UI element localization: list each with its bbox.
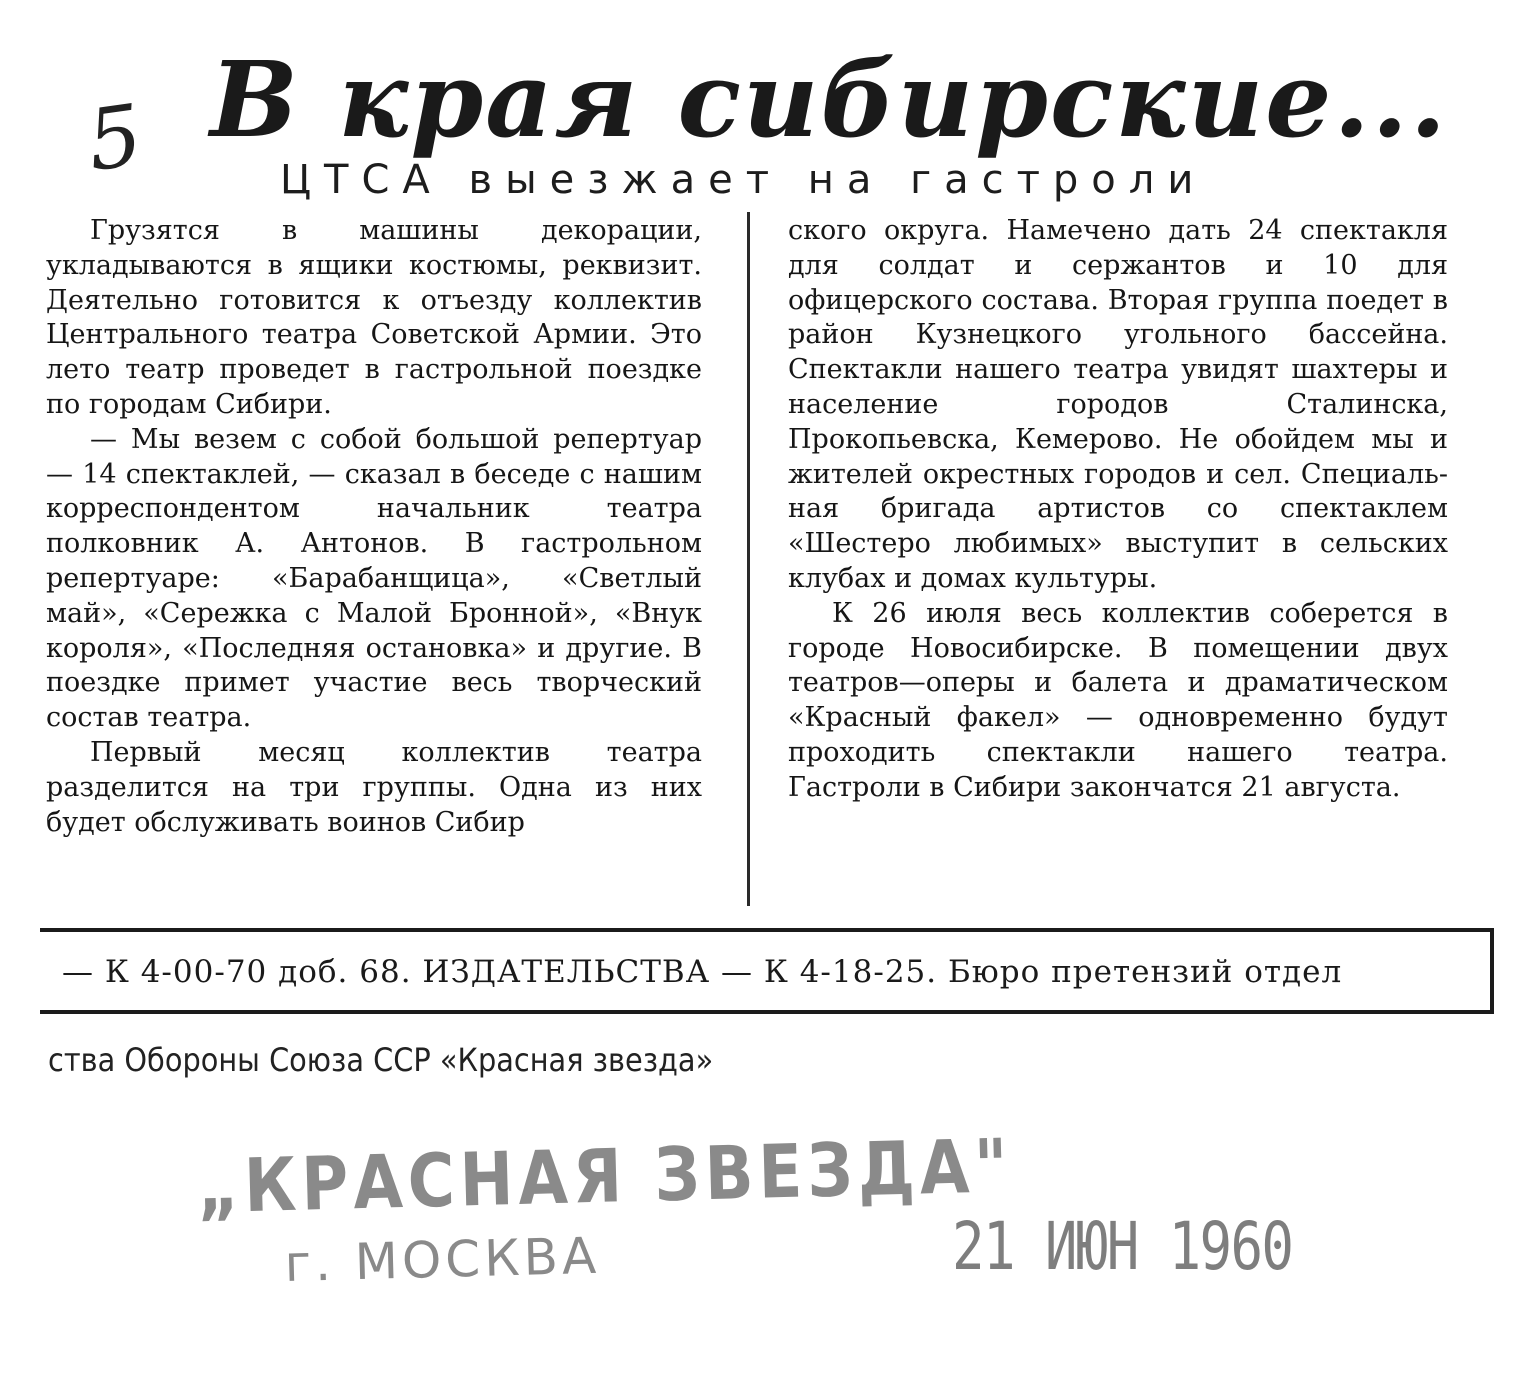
publisher-imprint: ства Обороны Союза ССР «Красная звезда» — [48, 1041, 714, 1079]
article-subheadline: ЦТСА выезжает на гастроли — [280, 157, 1207, 203]
column-divider — [747, 212, 750, 906]
article-paragraph: ского округа. Намечено дать 24 спектакля для солдат и сержантов и 10 для офицерского состава. Вторая группа поедет в район Кузнецкого угольного бассейна. Спектакли нашего театра увидят шахтеры и население городов Сталинска, Прокопьевска, Кемерово. Не обойдем мы и жителей окрестных городов и сел. Специальная бригада артистов со спектаклем «Шестеро любимых» выступит в сельских клубах и домах культуры. — [788, 215, 1448, 594]
article-paragraph: К 26 июля весь коллектив соберется в городе Новосибирске. В помещении двух театров—оперы и балета и драматическом «Красный факел» — одновременно будут проходить спектакли нашего театра. Гастроли в Сибири закончатся 21 августа. — [788, 597, 1448, 803]
page-number: 5 — [81, 85, 149, 191]
article-column-right — [788, 214, 1448, 806]
footer-contacts-text: — К 4-00-70 доб. 68. ИЗДАТЕЛЬСТВА — К 4-18-25. Бюро претензий отдел — [62, 954, 1343, 990]
stamp-newspaper-name: „КРАСНАЯ ЗВЕЗДА" — [195, 1124, 1014, 1231]
article-paragraph: — Мы везем с собой большой репертуар — 14 спектаклей, — сказал в беседе с нашим корреспондентом начальник театра полковник А. Антонов. В гастрольном репертуаре: «Барабанщица», «Светлый май», «Сережка с Малой Бронной», «Внук короля», «Последняя остановка» и другие. В поездке примет участие весь творческий состав театра. — [46, 423, 702, 734]
date-stamp: 21 ИЮН 1960 — [952, 1208, 1293, 1285]
stamp-city: г. МОСКВА — [283, 1226, 601, 1293]
article-paragraph: Грузятся в машины декорации, укладываются в ящики костюмы, реквизит. Деятельно готовится к отъезду коллектив Центрального театра Советской Армии. Это лето театр проведет в гастрольной поездке по городам Сибири. — [46, 215, 702, 420]
article-paragraph: Первый месяц коллектив театра разделится на три группы. Одна из них будет обслуживать воинов Сибир — [46, 736, 702, 838]
article-column-left — [46, 214, 702, 840]
article-headline: В края сибирские... — [210, 38, 1449, 161]
footer-contacts-band — [40, 928, 1494, 1014]
